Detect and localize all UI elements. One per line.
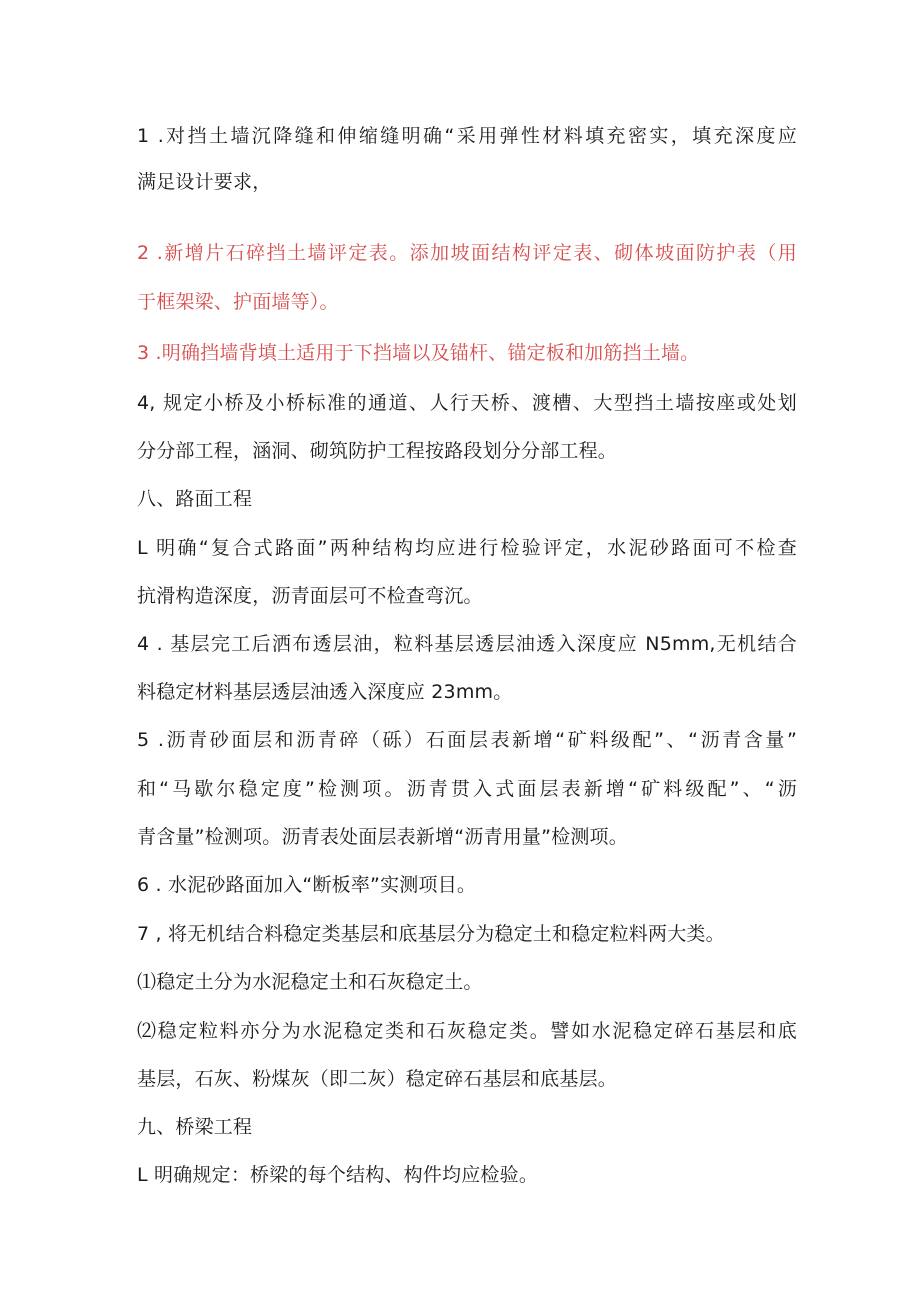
paragraph-10: ⑴稳定土分为水泥稳定土和石灰稳定土。 bbox=[137, 971, 483, 993]
paragraph-4-line-2: 分分部工程，涵洞、砌筑防护工程按路段划分分部工程。 bbox=[137, 440, 618, 462]
paragraph-4-line-1: 4, 规定小桥及小桥标准的通道、人行天桥、渡槽、大型挡土墙按座或处划 bbox=[137, 392, 797, 414]
paragraph-9: 7 , 将无机结合料稳定类基层和底基层分为稳定土和稳定粒料两大类。 bbox=[137, 923, 725, 945]
paragraph-2-line-2: 于框架梁、护面墙等）。 bbox=[137, 291, 339, 313]
section-heading-pavement: 八、路面工程 bbox=[137, 488, 253, 510]
paragraph-8: 6 . 水泥砂路面加入“断板率”实测项目。 bbox=[137, 874, 477, 896]
section-heading-bridge: 九、桥梁工程 bbox=[137, 1116, 253, 1138]
paragraph-11-line-2: 基层，石灰、粉煤灰（即二灰）稳定碎石基层和底基层。 bbox=[137, 1068, 618, 1090]
paragraph-2-line-1: 2 .新增片石碎挡土墙评定表。添加坡面结构评定表、砌体坡面防护表（用 bbox=[137, 242, 797, 264]
paragraph-11-line-1: ⑵稳定粒料亦分为水泥稳定类和石灰稳定类。譬如水泥稳定碎石基层和底 bbox=[137, 1020, 797, 1042]
paragraph-1-line-1: 1 .对挡土墙沉降缝和伸缩缝明确“采用弹性材料填充密实，填充深度应 bbox=[137, 125, 797, 147]
paragraph-5-line-2: 抗滑构造深度，沥青面层可不检查弯沉。 bbox=[137, 585, 483, 607]
paragraph-6-line-2: 料稳定材料基层透层油透入深度应 23mm。 bbox=[137, 681, 513, 703]
paragraph-1-line-2: 满足设计要求， bbox=[137, 171, 272, 193]
paragraph-7-line-1: 5 .沥青砂面层和沥青碎（砾）石面层表新增“矿料级配”、“沥青含量” bbox=[137, 729, 797, 751]
paragraph-7-line-2: 和“马歇尔稳定度”检测项。沥青贯入式面层表新增“矿料级配”、“沥 bbox=[137, 778, 797, 800]
paragraph-7-line-3: 青含量”检测项。沥青表处面层表新增“沥青用量”检测项。 bbox=[137, 826, 628, 848]
paragraph-5-line-1: L 明确“复合式路面”两种结构均应进行检验评定，水泥砂路面可不检查 bbox=[137, 537, 797, 559]
paragraph-3: 3 .明确挡墙背填土适用于下挡墙以及锚杆、锚定板和加筋挡土墙。 bbox=[137, 342, 700, 364]
paragraph-6-line-1: 4 . 基层完工后洒布透层油，粒料基层透层油透入深度应 N5mm,无机结合 bbox=[137, 633, 797, 655]
paragraph-12: L 明确规定：桥梁的每个结构、构件均应检验。 bbox=[137, 1164, 539, 1186]
